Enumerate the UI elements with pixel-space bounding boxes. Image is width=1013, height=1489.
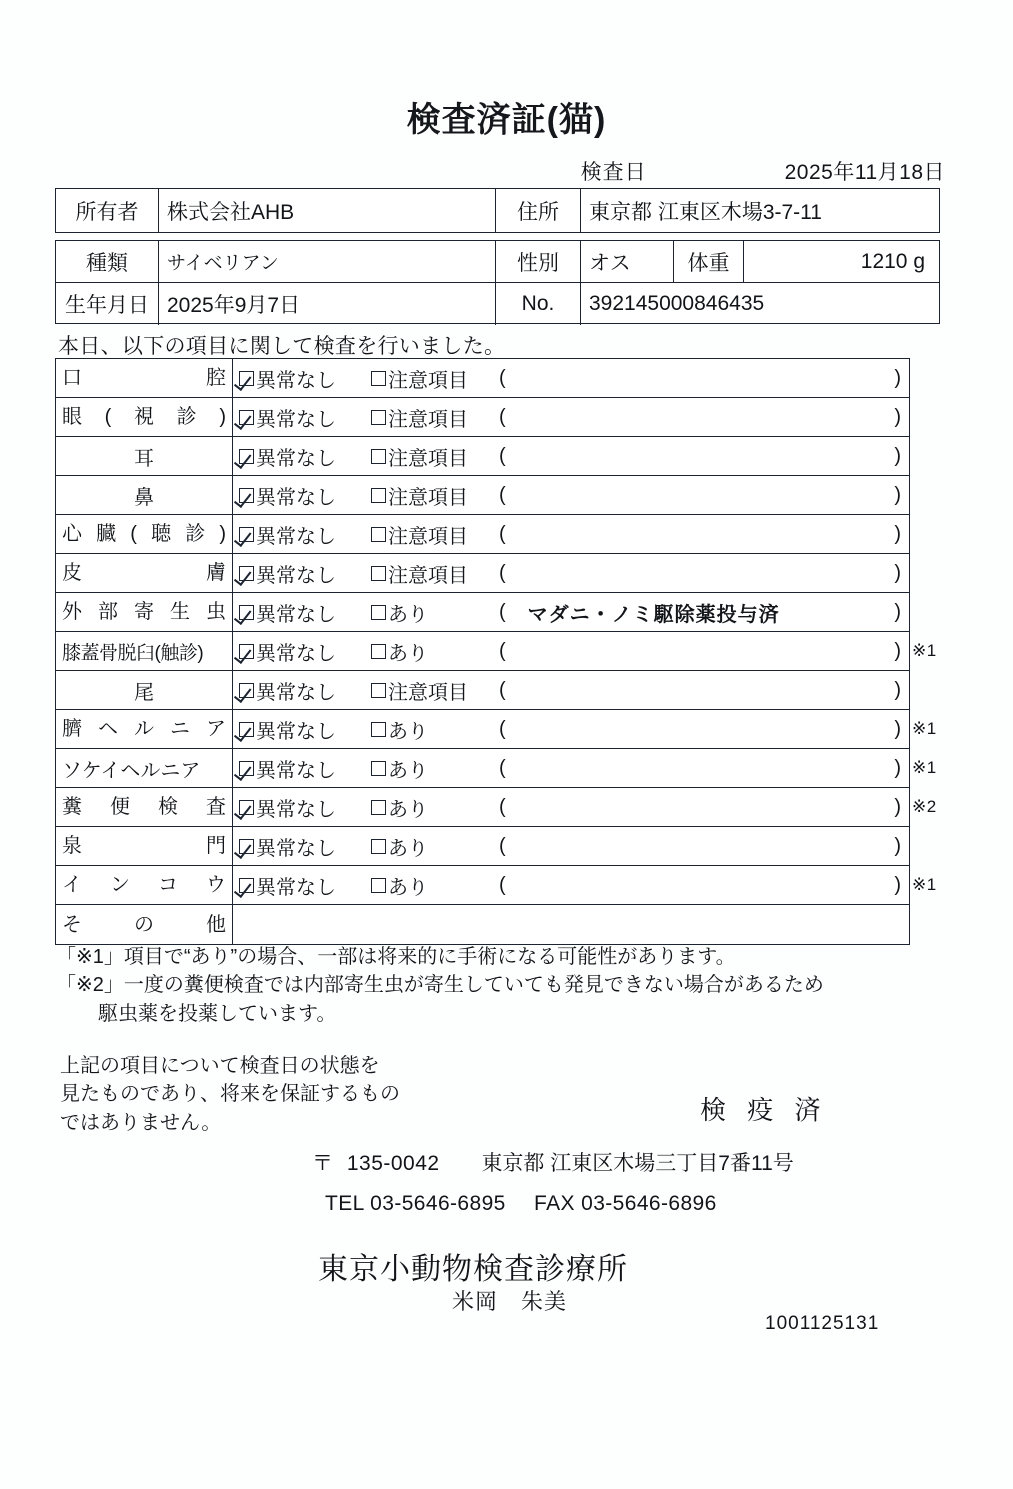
exam-row-marker: ※1 [912,718,937,738]
exam-row-label: 糞便検査 [62,796,226,818]
exam-row [56,359,909,398]
clinic-name: 東京小動物検査診療所 [318,1253,628,1286]
owner-table [55,188,940,233]
checkbox-option-secondary[interactable] [371,832,499,861]
checked-checkbox-icon[interactable] [239,449,254,464]
registration-no-label: No. [496,283,581,325]
exam-row-note-field[interactable] [499,796,909,819]
paren-close: ) [894,522,901,545]
paren-open: ( [499,600,506,623]
exam-row-marker [912,436,972,475]
exam-row-label-cell [56,788,233,826]
paren-open: ( [499,366,506,389]
weight-label: 体重 [674,241,744,282]
checked-checkbox-icon[interactable] [239,371,254,386]
quarantine-stamp: 検 疫 済 [700,1095,828,1125]
exam-row-marker: ※2 [912,796,937,816]
exam-row-note-field[interactable] [499,445,909,468]
exam-row-marker: ※1 [912,640,937,660]
checkbox-icon[interactable] [371,761,386,776]
disclaimer-line-1: 上記の項目について検査日の状態を [60,1055,380,1077]
exam-row-options [233,476,909,514]
checkbox-icon[interactable] [371,449,386,464]
checked-checkbox-icon[interactable] [239,761,254,776]
exam-row-label: 膝蓋骨脱臼(触診) [62,642,204,664]
clinic-fax: FAX 03-5646-6896 [534,1192,717,1215]
exam-row-marker [912,826,972,865]
exam-row-options [233,749,909,787]
exam-row [56,554,909,593]
exam-row-options [233,710,909,748]
paren-open: ( [499,834,506,857]
option-secondary-label: 注意項目 [388,447,468,470]
exam-row-label: 耳 [134,447,154,470]
exam-row-label: その他 [62,913,226,936]
checkbox-option-secondary[interactable] [371,442,499,471]
exam-row-options [233,632,909,670]
clinic-address: 東京都 江東区木場三丁目7番11号 [481,1152,794,1175]
exam-row-marker: ※1 [912,757,937,777]
checkbox-icon[interactable] [371,800,386,815]
owner-label: 所有者 [56,189,159,232]
exam-row-note-field[interactable] [499,484,909,507]
exam-row [56,632,909,671]
checked-checkbox-icon[interactable] [239,566,254,581]
exam-row [56,398,909,437]
inspection-date-row [55,157,945,185]
animal-info-table [55,240,940,324]
exam-row-note-field[interactable] [499,757,909,780]
exam-row-label: 外部寄生虫 [62,601,226,623]
address-value: 東京都 江東区木場3-7-11 [589,200,822,224]
disclaimer [60,1052,400,1137]
birthdate-value: 2025年9月7日 [159,283,496,325]
exam-row-marker: ※1 [912,874,937,894]
exam-row-options [233,905,909,944]
option-secondary-label: 注意項目 [388,486,468,509]
exam-row-label-cell [56,905,233,944]
checkbox-option-normal[interactable] [239,793,371,822]
option-normal-label: 異常なし [256,408,336,431]
checkbox-option-normal[interactable] [239,442,371,471]
exam-row-note-field[interactable] [499,598,909,627]
exam-row-label: 尾 [134,681,154,704]
exam-row-label-cell [56,476,233,514]
checkbox-option-normal[interactable] [239,520,371,549]
option-normal-label: 異常なし [256,681,336,704]
clinic-zip: 135-0042 [346,1152,440,1175]
footnote-2: 「※2」一度の糞便検査では内部寄生虫が寄生していても発見できない場合があるため [56,974,824,997]
checked-checkbox-icon[interactable] [239,644,254,659]
exam-row-label: 泉門 [62,835,226,857]
exam-row-options [233,515,909,553]
exam-row-label-cell [56,866,233,904]
option-secondary-label: あり [388,876,428,899]
breed-value: サイベリアン [159,241,496,282]
exam-row-marker [912,670,972,709]
paren-close: ) [894,561,901,584]
exam-row-options [233,359,909,397]
checkbox-option-normal[interactable] [239,403,371,432]
exam-row [56,476,909,515]
footnotes [56,943,824,1028]
exam-row-note-field[interactable] [499,640,909,663]
exam-row-label-cell [56,593,233,631]
exam-row-label: インコウ [62,874,226,896]
checked-checkbox-icon[interactable] [239,683,254,698]
checkbox-icon[interactable] [371,644,386,659]
exam-intro-text: 本日、以下の項目に関して検査を行いました。 [58,335,506,358]
option-secondary-label: 注意項目 [388,369,468,392]
exam-row [56,710,909,749]
exam-row-label: 鼻 [134,486,154,509]
exam-row-label: 眼(視診) [62,406,226,428]
checked-checkbox-icon[interactable] [239,527,254,542]
exam-row-note-field[interactable] [499,718,909,741]
checked-checkbox-icon[interactable] [239,722,254,737]
exam-row [56,788,909,827]
paren-open: ( [499,756,506,779]
option-secondary-label: あり [388,642,428,665]
option-normal-label: 異常なし [256,642,336,665]
clinic-address-line [312,1147,794,1177]
exam-row-label: ソケイヘルニア [62,759,201,782]
exam-row-label-cell [56,359,233,397]
exam-row-label-cell [56,749,233,787]
checkbox-icon[interactable] [371,878,386,893]
paren-close: ) [894,405,901,428]
paren-close: ) [894,639,901,662]
paren-open: ( [499,561,506,584]
paren-open: ( [499,639,506,662]
checkbox-option-secondary[interactable] [371,403,499,432]
option-normal-label: 異常なし [256,837,336,860]
animal-row-1 [56,241,939,283]
paren-open: ( [499,717,506,740]
exam-row-marker [912,904,972,943]
checkbox-option-secondary[interactable] [371,598,499,627]
exam-row-label-cell [56,437,233,475]
option-normal-label: 異常なし [256,564,336,587]
option-normal-label: 異常なし [256,525,336,548]
checkbox-option-secondary[interactable] [371,481,499,510]
weight-value: 1210 g [860,249,925,273]
exam-row [56,593,909,632]
exam-row-options [233,554,909,592]
checkbox-option-secondary[interactable] [371,637,499,666]
option-secondary-label: 注意項目 [388,681,468,704]
checkbox-option-normal[interactable] [239,871,371,900]
checkbox-option-secondary[interactable] [371,559,499,588]
paren-open: ( [499,444,506,467]
option-normal-label: 異常なし [256,759,336,782]
footnote-3: 駆虫薬を投薬しています。 [98,1002,337,1025]
disclaimer-line-3: ではありません。 [60,1111,222,1134]
exam-row [56,866,909,905]
exam-row-marker [912,358,972,397]
exam-row-note-field[interactable] [499,874,909,897]
page-title: 検査済証(猫) [406,101,607,139]
paren-close: ) [894,483,901,506]
exam-row-marker [912,553,972,592]
paren-close: ) [894,678,901,701]
checkbox-option-normal[interactable] [239,481,371,510]
option-normal-label: 異常なし [256,720,336,743]
checkbox-icon[interactable] [371,566,386,581]
paren-open: ( [499,483,506,506]
exam-row-options [233,788,909,826]
paren-close: ) [894,366,901,389]
exam-row-note-field[interactable] [499,406,909,429]
checkbox-option-normal[interactable] [239,715,371,744]
footnote-1: 「※1」項目で“あり”の場合、一部は将来的に手術になる可能性があります。 [56,946,736,968]
checkbox-icon[interactable] [371,488,386,503]
checkbox-option-normal[interactable] [239,637,371,666]
checkbox-icon[interactable] [371,722,386,737]
exam-row-note-field[interactable] [499,679,909,702]
checkbox-icon[interactable] [371,605,386,620]
paren-close: ) [894,600,901,623]
paren-open: ( [499,873,506,896]
option-secondary-label: あり [388,837,428,860]
checkbox-icon[interactable] [371,410,386,425]
exam-row-options [233,827,909,865]
exam-table [55,358,910,945]
exam-row-label-cell [56,554,233,592]
checkbox-icon[interactable] [371,527,386,542]
checked-checkbox-icon[interactable] [239,878,254,893]
clinic-tel: TEL 03-5646-6895 [325,1192,506,1215]
exam-row-marker [912,592,972,631]
checked-checkbox-icon[interactable] [239,605,254,620]
option-normal-label: 異常なし [256,369,336,392]
exam-row [56,749,909,788]
option-secondary-label: あり [388,759,428,782]
checkbox-icon[interactable] [371,371,386,386]
checkbox-option-secondary[interactable] [371,676,499,705]
registration-no-value: 392145000846435 [589,292,765,315]
exam-row-options [233,437,909,475]
owner-row [56,189,939,232]
exam-row-label-cell [56,671,233,709]
exam-row-label: 口腔 [62,367,226,389]
checked-checkbox-icon[interactable] [239,839,254,854]
owner-value: 株式会社AHB [159,189,496,232]
exam-row-note-field[interactable] [499,835,909,858]
reference-number: 1001125131 [765,1313,880,1334]
postal-mark-icon: 〒 [312,1152,333,1175]
exam-row-note-value: マダニ・ノミ駆除薬投与済 [527,603,780,626]
paren-close: ) [894,834,901,857]
paren-close: ) [894,444,901,467]
option-secondary-label: あり [388,603,428,626]
exam-row-options [233,398,909,436]
checkbox-option-normal[interactable] [239,754,371,783]
exam-row-options [233,866,909,904]
disclaimer-line-2: 見たものであり、将来を保証するもの [60,1083,400,1106]
exam-row [56,437,909,476]
exam-row-label-cell [56,827,233,865]
exam-row-note-field[interactable] [499,562,909,585]
option-normal-label: 異常なし [256,447,336,470]
exam-row-label: 臍ヘルニア [62,718,226,740]
exam-row-label-cell [56,632,233,670]
exam-row [56,671,909,710]
exam-row-marker [912,475,972,514]
option-secondary-label: 注意項目 [388,564,468,587]
option-normal-label: 異常なし [256,876,336,899]
checkbox-option-normal[interactable] [239,559,371,588]
checkbox-option-normal[interactable] [239,598,371,627]
checkbox-option-secondary[interactable] [371,520,499,549]
exam-row-label-cell [56,398,233,436]
exam-row [56,515,909,554]
exam-row [56,905,909,944]
checked-checkbox-icon[interactable] [239,488,254,503]
option-secondary-label: あり [388,798,428,821]
paren-open: ( [499,678,506,701]
breed-label: 種類 [56,241,159,282]
exam-marks-column [912,358,972,943]
option-secondary-label: 注意項目 [388,408,468,431]
paren-open: ( [499,522,506,545]
exam-row [56,827,909,866]
paren-close: ) [894,756,901,779]
option-secondary-label: あり [388,720,428,743]
exam-row-label: 皮膚 [62,562,226,584]
checkbox-option-secondary[interactable] [371,754,499,783]
sex-label: 性別 [496,241,581,282]
checkbox-option-normal[interactable] [239,676,371,705]
checked-checkbox-icon[interactable] [239,410,254,425]
checkbox-option-normal[interactable] [239,832,371,861]
exam-row-options [233,671,909,709]
option-normal-label: 異常なし [256,798,336,821]
inspection-date-value: 2025年11月18日 [784,161,945,184]
checkbox-icon[interactable] [371,683,386,698]
inspection-date-label: 検査日 [580,161,647,184]
clinic-contact-line [325,1192,717,1216]
checkbox-option-secondary[interactable] [371,364,499,393]
exam-row-note-field[interactable] [499,523,909,546]
animal-row-2 [56,283,939,325]
paren-close: ) [894,717,901,740]
exam-row-marker [912,397,972,436]
exam-row-label: 心臓(聴診) [62,523,226,545]
checkbox-option-secondary[interactable] [371,871,499,900]
checkbox-option-secondary[interactable] [371,715,499,744]
paren-open: ( [499,795,506,818]
birthdate-label: 生年月日 [56,283,159,325]
exam-row-label-cell [56,710,233,748]
address-label: 住所 [496,189,581,232]
veterinarian-name: 米岡 朱美 [452,1289,568,1314]
option-normal-label: 異常なし [256,603,336,626]
paren-close: ) [894,873,901,896]
checkbox-option-normal[interactable] [239,364,371,393]
exam-row-label-cell [56,515,233,553]
exam-row-marker [912,514,972,553]
checked-checkbox-icon[interactable] [239,800,254,815]
checkbox-icon[interactable] [371,839,386,854]
sex-value: オス [581,241,674,282]
paren-open: ( [499,405,506,428]
exam-row-options [233,593,909,631]
option-normal-label: 異常なし [256,486,336,509]
exam-row-note-field[interactable] [499,367,909,390]
checkbox-option-secondary[interactable] [371,793,499,822]
paren-close: ) [894,795,901,818]
option-secondary-label: 注意項目 [388,525,468,548]
